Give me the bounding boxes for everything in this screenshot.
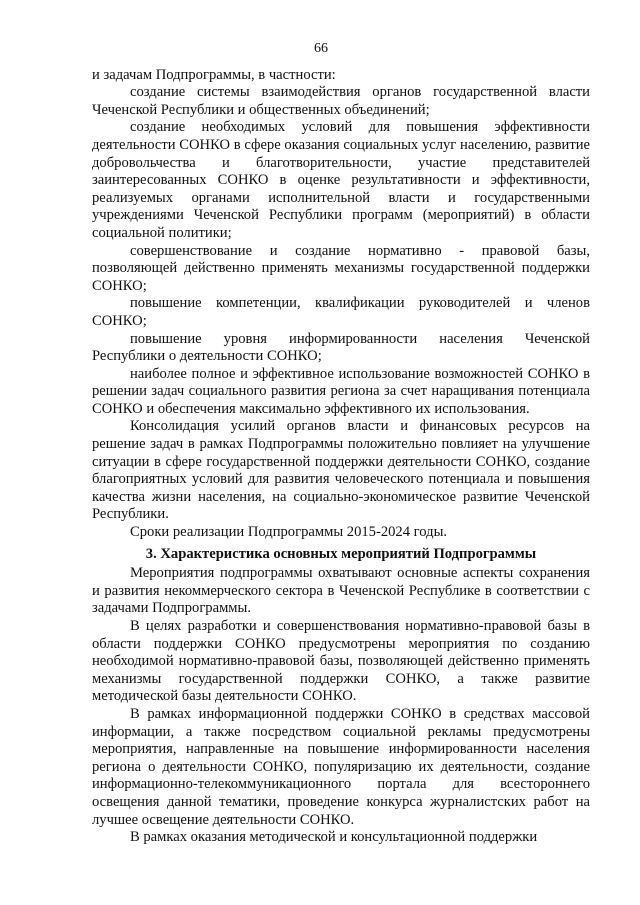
- page-number: 66: [314, 41, 328, 56]
- paragraph: повышение компетенции, квалификации руководителей и членов СОНКО;: [92, 295, 590, 329]
- body-text-bottom: [92, 565, 590, 847]
- section-heading: 3. Характеристика основных мероприятий Подпрограммы: [145, 545, 537, 562]
- paragraph: В рамках оказания методической и консультационной поддержки: [130, 829, 538, 846]
- paragraph: Сроки реализации Подпрограммы 2015-2024 годы.: [130, 524, 448, 541]
- paragraph: создание системы взаимодействия органов государственной власти Чеченской Республики и общественных объединений;: [92, 84, 590, 118]
- paragraph: повышение уровня информированности населения Чеченской Республики о деятельности СОНКО;: [92, 330, 590, 365]
- paragraph: наиболее полное и эффективное использование возможностей СОНКО в решении задач социального развития региона за счет наращивания потенциала СОНКО и обеспечения максимально эффективного их использования.: [92, 365, 590, 417]
- paragraph: и задачам Подпрограммы, в частности:: [92, 66, 336, 83]
- paragraph: совершенствование и создание нормативно - правовой базы, позволяющей действенно применять механизмы государственной поддержки СОНКО;: [92, 242, 590, 294]
- body-text-top: [92, 67, 590, 542]
- paragraph: Консолидация усилий органов власти и финансовых ресурсов на решение задач в рамках Подпрограммы положительно повлияет на улучшение ситуации в сфере государственной поддержки деятельности СОНКО, создание благоприятных условий для развития человеческого потенциала и повышения качества жизни населения, на социально-экономическое развитие Чеченской Республики.: [92, 418, 590, 523]
- paragraph: В целях разработки и совершенствования нормативно-правовой базы в области поддержки СОНКО предусмотрены мероприятия по созданию необходимой нормативно-правовой базы, позволяющей действенно применять механизмы государственной поддержки СОНКО, а также развитие методической базы деятельности СОНКО.: [92, 618, 590, 705]
- paragraph: Мероприятия подпрограммы охватывают основные аспекты сохранения и развития некоммерческого сектора в Чеченской Республике в соответствии с задачами Подпрограммы.: [92, 565, 590, 617]
- paragraph: В рамках информационной поддержки СОНКО в средствах массовой информации, а также посредством социальной рекламы предусмотрены мероприятия, направленные на повышение информированности населения региона о деятельности СОНКО, популяризацию их деятельности, создание информационно-телекоммуникационного портала для всестороннего освещения данной тематики, проведение конкурса журналистских работ на лучшее освещение деятельности СОНКО.: [92, 705, 590, 828]
- paragraph: создание необходимых условий для повышения эффективности деятельности СОНКО в сфере оказания социальных услуг населению, развитие добровольчества и благотворительности, участие представителей заинтересованных СОНКО в оценке результативности и эффективности, реализуемых органами исполнительной власти и государственными учреждениями Чеченской Республики программ (мероприятий) в области социальной политики;: [92, 119, 590, 241]
